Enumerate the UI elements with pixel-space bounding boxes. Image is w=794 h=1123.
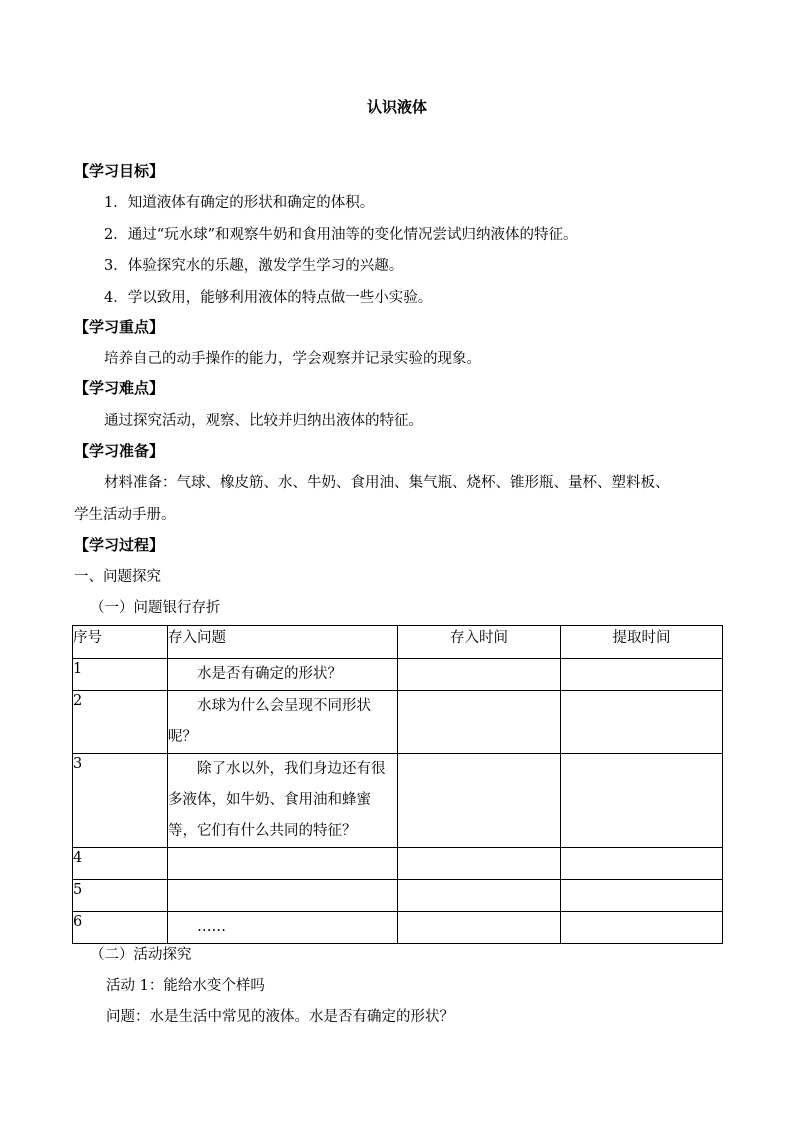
header-deposit-time: 存入时间	[398, 626, 561, 659]
goal-item-4: 4．学以致用，能够利用液体的特点做一些小实验。	[104, 290, 433, 306]
row-deposit-time	[398, 912, 561, 944]
table-row	[73, 754, 723, 848]
row-deposit-time	[398, 659, 561, 691]
row-index: 1	[73, 659, 168, 691]
table-row	[73, 912, 723, 944]
header-withdraw-time: 提取时间	[561, 626, 723, 659]
row-question: 除了水以外，我们身边还有很多液体，如牛奶、食用油和蜂蜜等，它们有什么共同的特征？	[168, 754, 398, 848]
process-heading: 【学习过程】	[74, 536, 165, 554]
table-row	[73, 848, 723, 880]
row-withdraw-time	[561, 912, 723, 944]
question-bank-title: （一）问题银行存折	[90, 600, 221, 616]
activity-1-title: 活动 1：能给水变个样吗	[106, 978, 265, 994]
row-index: 6	[73, 912, 168, 944]
row-withdraw-time	[561, 880, 723, 912]
row-index: 2	[73, 691, 168, 754]
row-question	[168, 848, 398, 880]
row-deposit-time	[398, 880, 561, 912]
row-withdraw-time	[561, 754, 723, 848]
table-row	[73, 880, 723, 912]
header-index: 序号	[73, 626, 168, 659]
header-question: 存入问题	[168, 626, 398, 659]
row-deposit-time	[398, 848, 561, 880]
preparation-heading: 【学习准备】	[74, 442, 165, 460]
focus-heading: 【学习重点】	[74, 318, 165, 336]
goal-item-1: 1．知道液体有确定的形状和确定的体积。	[104, 195, 375, 211]
table-header-row	[73, 626, 723, 659]
row-index: 3	[73, 754, 168, 848]
table-row	[73, 691, 723, 754]
row-index: 4	[73, 848, 168, 880]
page-title: 认识液体	[366, 98, 427, 116]
row-deposit-time	[398, 754, 561, 848]
row-deposit-time	[398, 691, 561, 754]
question-bank-table	[72, 625, 723, 944]
preparation-line-2: 学生活动手册。	[74, 507, 176, 523]
goals-heading: 【学习目标】	[74, 162, 165, 180]
difficulty-heading: 【学习难点】	[74, 379, 165, 397]
goal-item-3: 3．体验探究水的乐趣，激发学生学习的兴趣。	[104, 258, 404, 274]
row-withdraw-time	[561, 691, 723, 754]
table-row	[73, 659, 723, 691]
activity-1-question: 问题：水是生活中常见的液体。水是否有确定的形状？	[106, 1009, 454, 1025]
problem-inquiry-title: 一、问题探究	[74, 569, 161, 585]
preparation-line-1: 材料准备：气球、橡皮筋、水、牛奶、食用油、集气瓶、烧杯、锥形瓶、量杯、塑料板、	[104, 475, 670, 491]
focus-text: 培养自己的动手操作的能力，学会观察并记录实验的现象。	[104, 351, 481, 367]
row-index: 5	[73, 880, 168, 912]
row-withdraw-time	[561, 848, 723, 880]
activity-inquiry-title: （二）活动探究	[90, 947, 192, 963]
row-withdraw-time	[561, 659, 723, 691]
row-question: 水球为什么会呈现不同形状呢？	[168, 691, 398, 754]
row-question: 水是否有确定的形状？	[168, 659, 398, 691]
goal-item-2: 2．通过“玩水球”和观察牛奶和食用油等的变化情况尝试归纳液体的特征。	[104, 227, 578, 243]
row-question	[168, 880, 398, 912]
row-question: ……	[168, 912, 398, 944]
difficulty-text: 通过探究活动，观察、比较并归纳出液体的特征。	[104, 413, 423, 429]
